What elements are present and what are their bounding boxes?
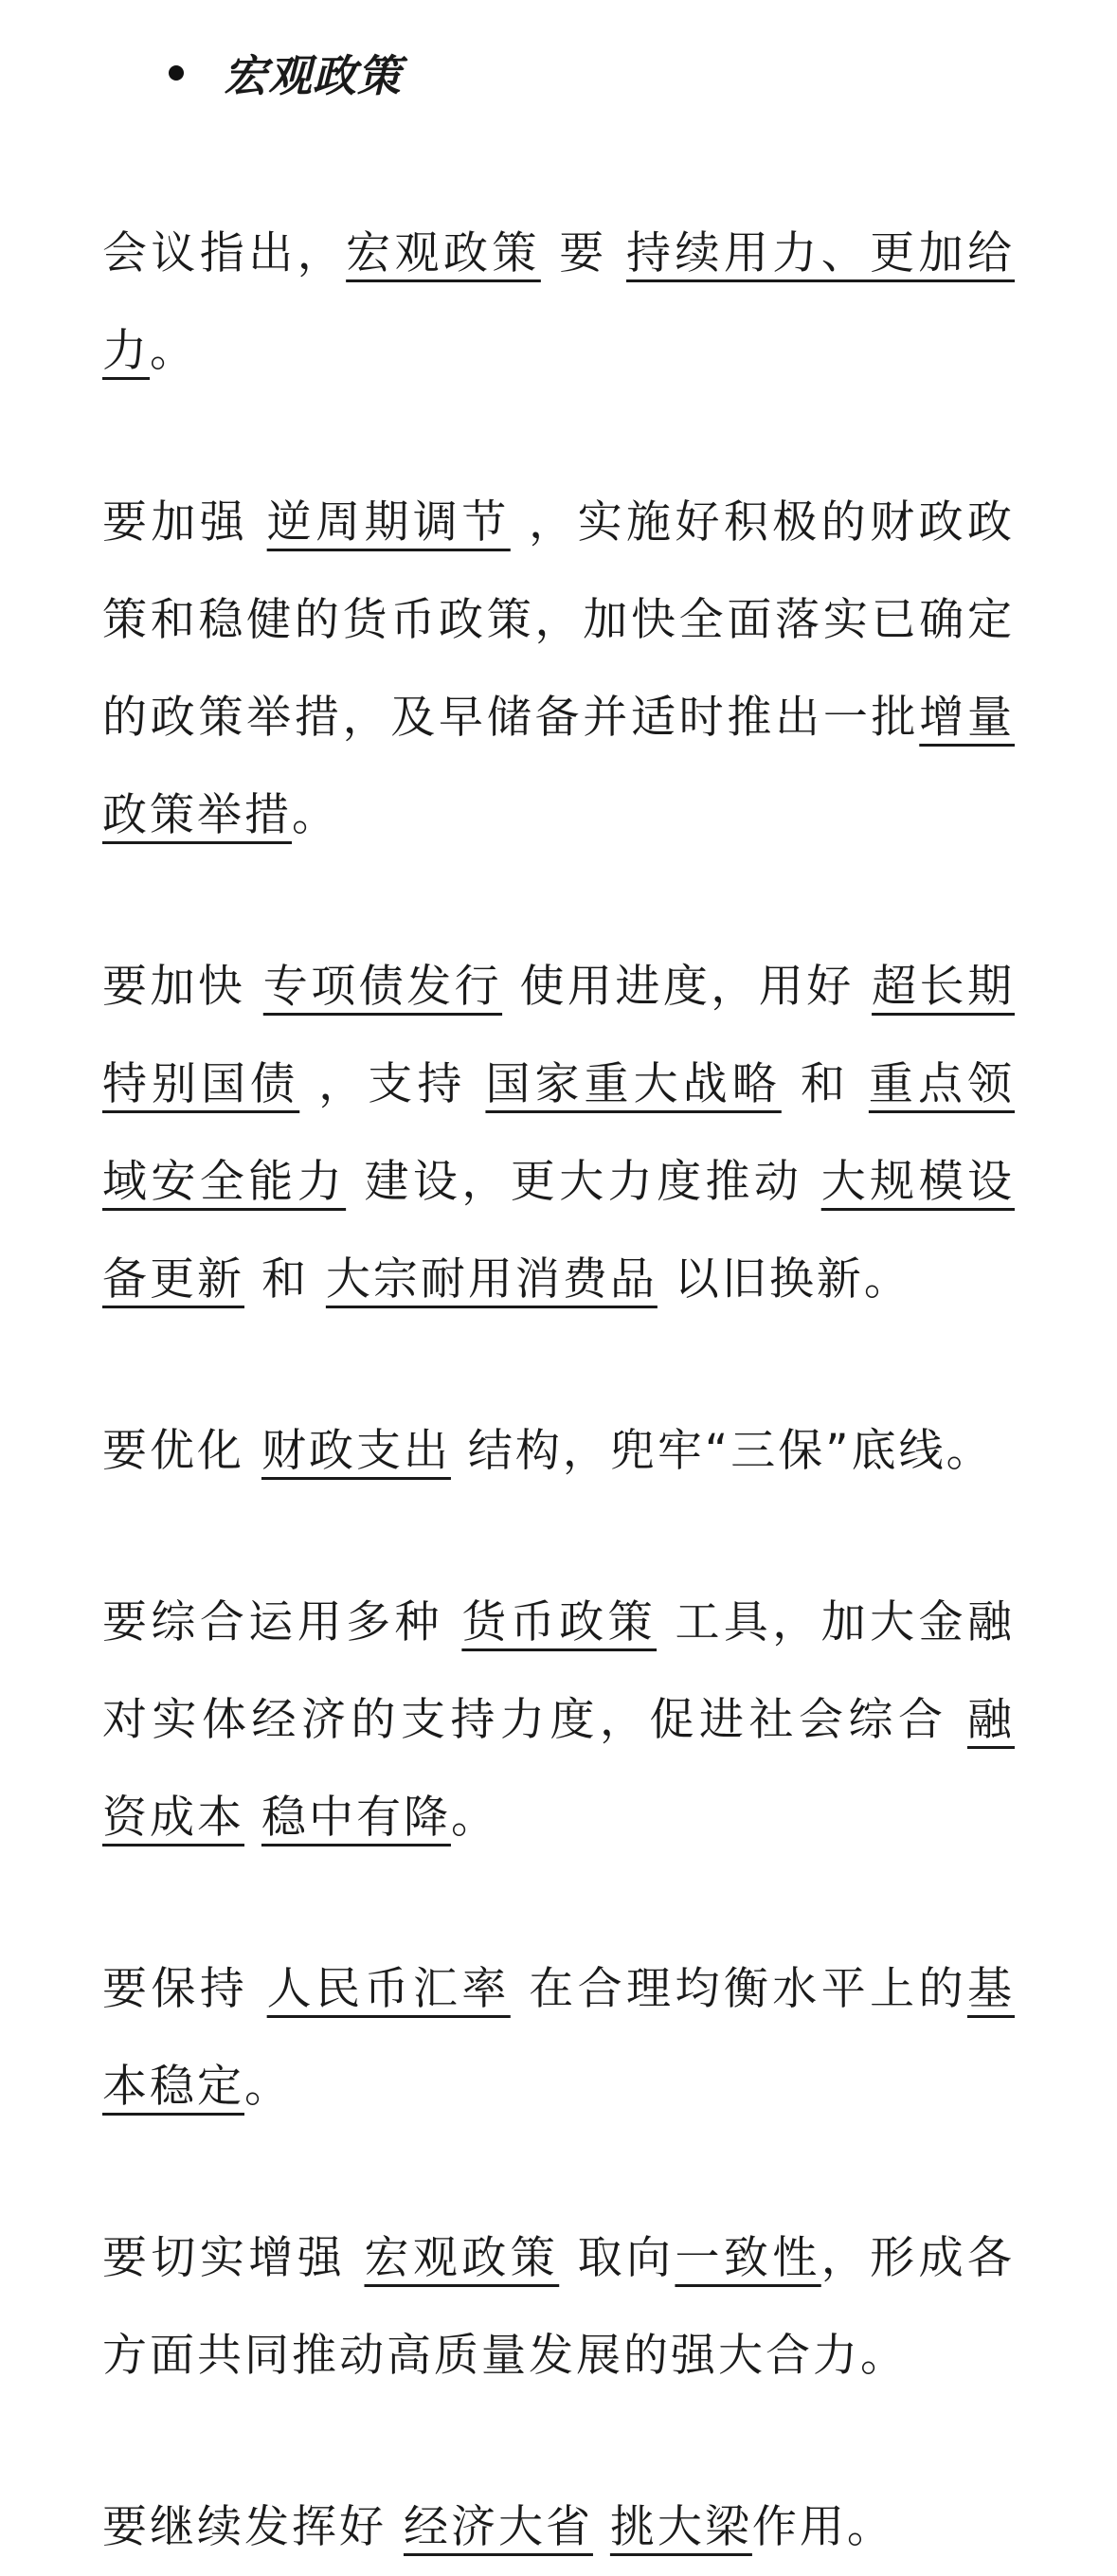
- paragraph-text: 要: [540, 227, 627, 279]
- keyword-link[interactable]: 一致性: [675, 2232, 821, 2284]
- paragraph-text: 。: [244, 2061, 292, 2113]
- keyword-link[interactable]: 重点领域安全能力: [102, 1058, 1016, 1208]
- paragraph-text: 工具，加大金融对实体经济的支持力度，促进社会综合: [102, 1596, 1015, 1746]
- paragraph-text: 要继续发挥好: [102, 2501, 404, 2553]
- paragraph-text: 以旧换新。: [657, 1253, 911, 1306]
- paragraph: [102, 2478, 1015, 2576]
- paragraph-text: [244, 1792, 261, 1844]
- paragraph: [102, 1402, 1015, 1500]
- keyword-link[interactable]: 财政支出: [261, 1425, 451, 1477]
- keyword-link[interactable]: 国家重大战略: [485, 1058, 782, 1110]
- keyword-link[interactable]: 经济大省: [403, 2501, 593, 2553]
- paragraph-text: 要加快: [102, 961, 263, 1013]
- paragraph: [102, 938, 1015, 1328]
- paragraph-text: 作用。: [751, 2501, 894, 2553]
- paragraph-text: 。: [450, 1792, 498, 1844]
- section-heading-text: 宏观政策: [224, 50, 402, 101]
- keyword-link[interactable]: 大宗耐用消费品: [325, 1253, 658, 1306]
- paragraph-text: 要保持: [102, 1963, 267, 2015]
- paragraph: [102, 474, 1015, 864]
- article-body: [102, 205, 1015, 2576]
- paragraph-text: 建设，更大力度推动: [346, 1156, 821, 1208]
- paragraph: [102, 2209, 1015, 2405]
- keyword-link[interactable]: 宏观政策: [346, 227, 541, 279]
- paragraph-text: 要综合运用多种: [102, 1596, 462, 1648]
- section-heading: [169, 38, 1015, 108]
- bullet-icon: [169, 65, 184, 81]
- paragraph-text: 要优化: [102, 1425, 261, 1477]
- paragraph-text: ，支持: [299, 1058, 486, 1110]
- keyword-link[interactable]: 持续用力、更加给力: [102, 227, 1016, 377]
- paragraph: [102, 205, 1015, 400]
- keyword-link[interactable]: 超长期特别国债: [102, 961, 1015, 1110]
- keyword-link[interactable]: 挑大梁: [609, 2501, 752, 2553]
- paragraph-text: 会议指出，: [102, 227, 347, 279]
- keyword-link[interactable]: 人民币汇率: [266, 1963, 511, 2015]
- paragraph: [102, 1940, 1015, 2135]
- keyword-link[interactable]: 增量政策举措: [102, 692, 1016, 841]
- paragraph-text: 。: [292, 789, 339, 841]
- paragraph-text: 在合理均衡水平上的: [510, 1963, 967, 2015]
- paragraph-text: 使用进度，用好: [502, 961, 873, 1013]
- keyword-link[interactable]: 专项债发行: [262, 961, 503, 1013]
- paragraph-text: 取向: [559, 2232, 676, 2284]
- keyword-link[interactable]: 货币政策: [461, 1596, 658, 1648]
- paragraph-text: 和: [244, 1253, 326, 1306]
- keyword-link[interactable]: 稳中有降: [261, 1792, 451, 1844]
- paragraph-text: ，实施好积极的财政政策和稳健的货币政策，加快全面落实已确定的政策举措，及早储备并适时推出一批: [102, 496, 1015, 744]
- paragraph-text: 和: [781, 1058, 869, 1110]
- keyword-link[interactable]: 基本稳定: [102, 1963, 1015, 2113]
- paragraph-text: 要加强: [102, 496, 267, 549]
- keyword-link[interactable]: 宏观政策: [364, 2232, 560, 2284]
- paragraph-text: 结构，兜牢“三保”底线。: [450, 1425, 994, 1477]
- keyword-link[interactable]: 逆周期调节: [266, 496, 511, 549]
- paragraph-text: [593, 2501, 610, 2553]
- keyword-link[interactable]: 融资成本: [102, 1694, 1015, 1844]
- paragraph: [102, 1574, 1015, 1866]
- keyword-link[interactable]: 大规模设备更新: [102, 1156, 1015, 1306]
- paragraph-text: 要切实增强: [102, 2232, 365, 2284]
- paragraph-text: ，形成各方面共同推动高质量发展的强大合力。: [102, 2232, 1015, 2382]
- paragraph-text: 。: [150, 325, 197, 377]
